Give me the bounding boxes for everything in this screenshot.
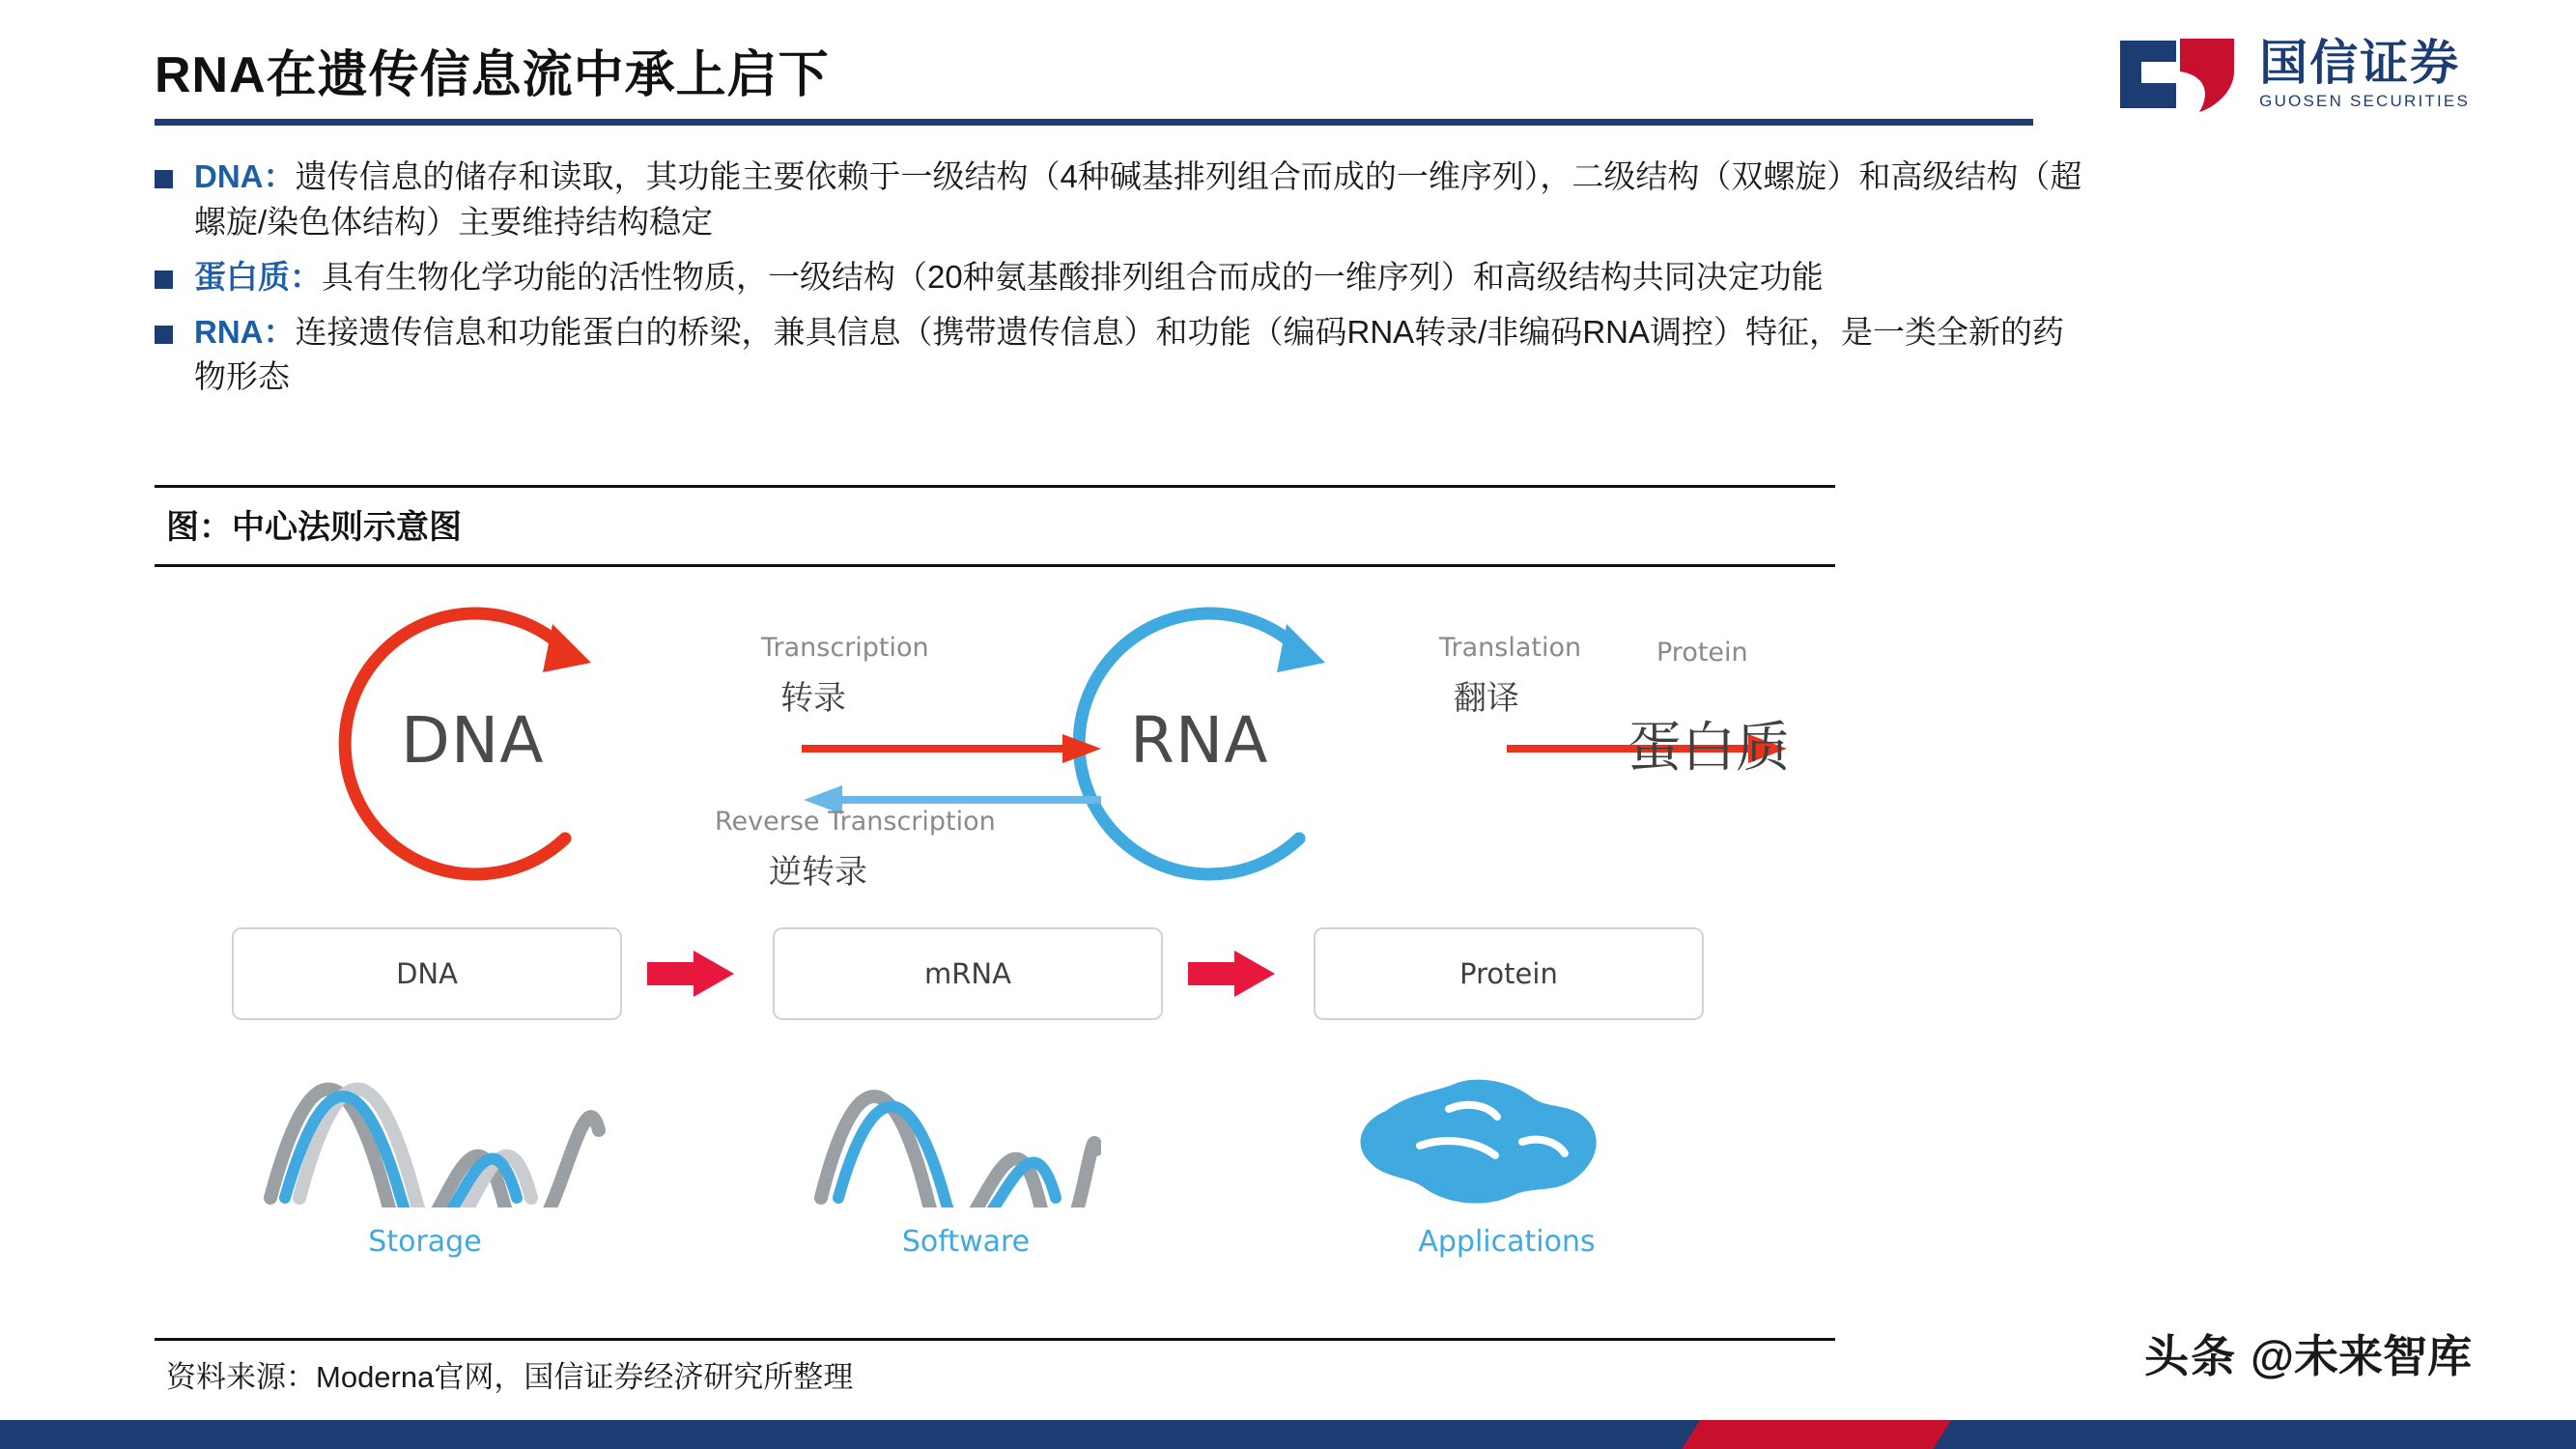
pipeline-boxes (232, 927, 1854, 1034)
caption-storage: Storage (368, 1225, 482, 1259)
list-item (155, 255, 2086, 300)
list-item (155, 310, 2086, 401)
bullet-content: 连接遗传信息和功能蛋白的桥梁，兼具信息（携带遗传信息）和功能（编码RNA转录/非编码RNA调控）特征，是一类全新的药物形态 (194, 313, 2065, 395)
watermark-text: @未来智库 (2250, 1331, 2472, 1381)
footer-bar-navy (1933, 1420, 2576, 1449)
node-protein-en-label: Protein (1656, 638, 1748, 668)
logo-name-cn: 国信证券 (2259, 35, 2461, 90)
bullet-square-icon (155, 270, 173, 289)
header (155, 48, 2038, 126)
caption-applications: Applications (1418, 1225, 1596, 1259)
diagram-top-row (155, 580, 2415, 937)
figure-divider-top (155, 485, 1835, 488)
logo-name-en: GUOSEN SECURITIES (2259, 92, 2470, 111)
box-protein: Protein (1314, 927, 1704, 1020)
bullet-square-icon (155, 326, 173, 344)
figure-title: 图：中心法则示意图 (166, 509, 462, 546)
bullet-body (194, 310, 2086, 401)
caption-software: Software (901, 1225, 1031, 1259)
protein-blob-icon (1333, 1053, 1623, 1212)
illustration-row (232, 1053, 1854, 1259)
bullet-body (194, 155, 2086, 245)
node-protein-cn-label: 蛋白质 (1628, 717, 1790, 778)
box-dna: DNA (232, 927, 622, 1020)
node-rna-label: RNA (1130, 703, 1269, 778)
list-item (155, 155, 2086, 245)
bullet-body (194, 255, 1824, 300)
bullet-key: DNA： (194, 158, 296, 194)
red-arrow-icon (647, 949, 736, 999)
reverse-transcription-cn-label: 逆转录 (769, 854, 867, 891)
box-mrna: mRNA (773, 927, 1163, 1020)
bullet-content: 遗传信息的储存和读取，其功能主要依赖于一级结构（4种碱基排列组合而成的一维序列），二级结构（双螺旋）和高级结构（超螺旋/染色体结构）主要维持结构稳定 (194, 158, 2082, 240)
central-dogma-diagram (155, 580, 2415, 1323)
company-logo (2116, 33, 2470, 116)
source-note: 资料来源：Moderna官网，国信证券经济研究所整理 (166, 1360, 854, 1394)
footer-bar (0, 1420, 2576, 1449)
logo-mark-icon (2116, 33, 2238, 116)
translation-cn-label: 翻译 (1454, 680, 1519, 717)
reverse-transcription-en-label: Reverse Transcription (715, 807, 996, 837)
node-dna-label: DNA (401, 703, 545, 778)
page-title: RNA在遗传信息流中承上启下 (155, 47, 830, 103)
watermark-logo: 头条 (2144, 1331, 2238, 1381)
transcription-en-label: Transcription (761, 633, 929, 663)
red-arrow-icon (1188, 949, 1277, 999)
source-divider (155, 1338, 1835, 1341)
transcription-cn-label: 转录 (780, 680, 846, 717)
logo-text (2259, 35, 2470, 112)
mrna-single-strand-icon (811, 1063, 1101, 1208)
bullet-key: 蛋白质： (194, 258, 322, 295)
dna-double-helix-icon (261, 1053, 609, 1208)
bullet-content: 具有生物化学功能的活性物质，一级结构（20种氨基酸排列组合而成的一维序列）和高级结构共同决定功能 (322, 258, 1824, 295)
watermark (2144, 1321, 2472, 1385)
bullet-list (155, 155, 2086, 410)
translation-en-label: Translation (1439, 633, 1582, 663)
bullet-key: RNA： (194, 313, 296, 350)
title-divider (155, 119, 2033, 126)
footer-bar-blue (0, 1420, 1700, 1449)
bullet-square-icon (155, 170, 173, 188)
figure-divider-bottom (155, 564, 1835, 567)
